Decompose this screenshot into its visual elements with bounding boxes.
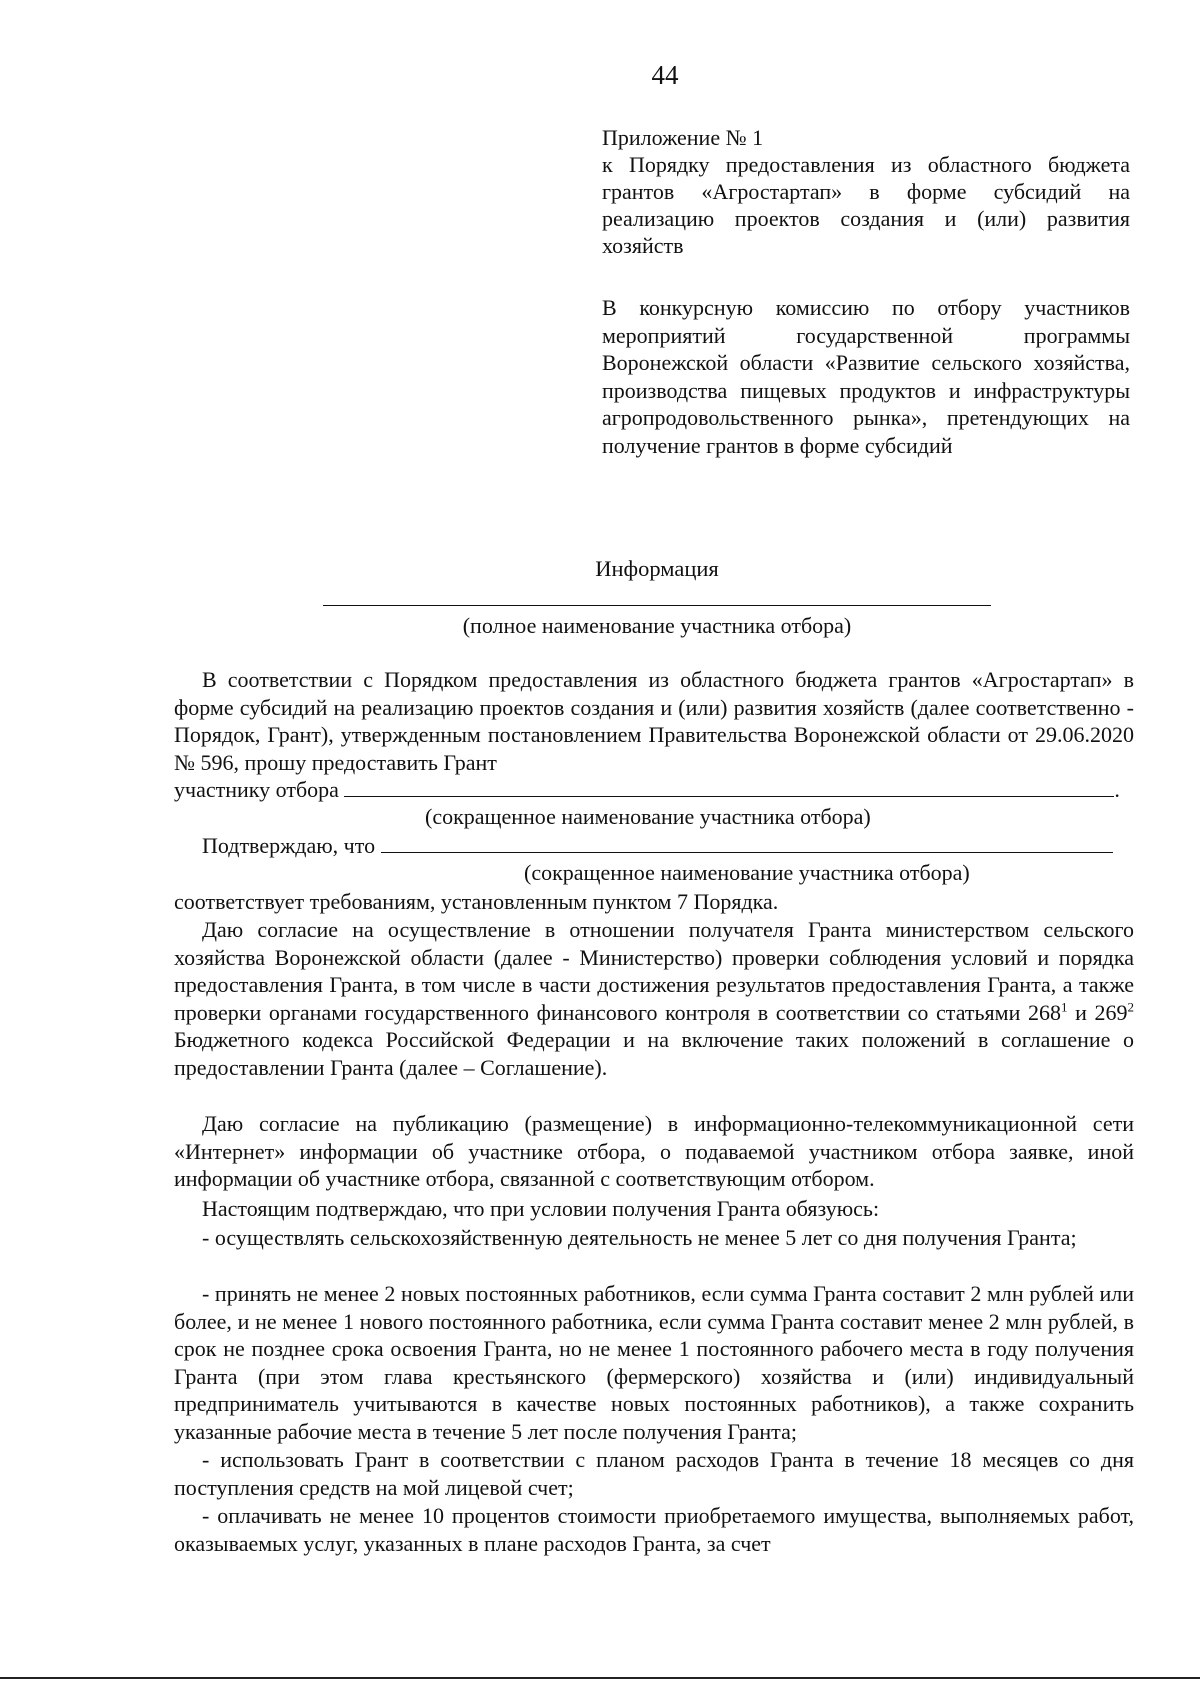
superscript-2: 2 xyxy=(1127,999,1134,1015)
document-title: Информация xyxy=(595,556,719,581)
short-name-caption-2: (сокращенное наименование участника отбора) xyxy=(524,860,970,885)
bottom-edge-line xyxy=(0,1677,1200,1679)
addressee-block: В конкурсную комиссию по отбору участников мероприятий государственной программы Воронежской области «Развитие сельского хозяйства, производства пищевых продуктов и инфраструктуры агропродовольственного рынка», претендующих на получение грантов в форме субсидий xyxy=(602,295,1130,458)
paragraph-obligations-intro: Настоящим подтверждаю, что при условии получения Гранта обязуюсь: xyxy=(202,1196,880,1221)
paragraph-consent-inspection xyxy=(174,916,1134,1081)
consent-text: Даю согласие на осуществление в отношении получателя Гранта министерством сельского хозяйства Воронежской области (далее - Министерство) проверки соблюдения условий и порядка предоставления Гранта, в том числе в части достижения результатов предоставления Гранта, а также проверки органами государственного финансового контроля в соответствии со статьями 268 xyxy=(174,917,1134,1025)
participant-line xyxy=(174,776,1134,804)
superscript-1: 1 xyxy=(1060,999,1068,1015)
obligation-item: - оплачивать не менее 10 процентов стоимости приобретаемого имущества, выполняемых работ, оказываемых услуг, указанных в плане расходов Гранта, за счет xyxy=(174,1503,1134,1556)
obligation-item: - принять не менее 2 новых постоянных работников, если сумма Гранта составит 2 млн рублей или более, и не менее 1 нового постоянного работника, если сумма Гранта составит менее 2 млн рублей, в срок не позднее срока освоения Гранта, но не менее 1 постоянного рабочего места в году получения Гранта (при этом глава крестьянского (фермерского) хозяйства и (или) индивидуальный предприниматель учитываются в качестве новых постоянных работников), а также сохранить указанные рабочие места в течение 5 лет после получения Гранта; xyxy=(174,1281,1134,1444)
consent-text-mid: и 269 xyxy=(1067,999,1128,1025)
appendix-reference: к Порядку предоставления из областного бюджета грантов «Агростартап» в форме субсидий на реализацию проектов создания и (или) развития хозяйств xyxy=(602,152,1130,258)
consent-text-end: Бюджетного кодекса Российской Федерации и на включение таких положений в соглашение о предоставлении Гранта (далее – Соглашение). xyxy=(174,1027,1134,1080)
confirm-fill-line xyxy=(381,834,1113,853)
appendix-title: Приложение № 1 xyxy=(602,125,764,150)
short-name-fill-line xyxy=(344,778,1114,797)
full-name-fill-line xyxy=(323,605,991,606)
confirm-label: Подтверждаю, что xyxy=(202,833,376,858)
paragraph-consent-publication: Даю согласие на публикацию (размещение) в информационно-телекоммуникационной сети «Интернет» информации об участнике отбора, о подаваемой участником отбора заявке, иной информации об участнике отбора, связанной с соответствующим отбором. xyxy=(174,1111,1134,1191)
obligation-item: - осуществлять сельскохозяйственную деятельность не менее 5 лет со дня получения Гранта; xyxy=(202,1225,1077,1250)
page-number: 44 xyxy=(651,60,679,90)
participant-label: участнику отбора xyxy=(174,777,339,802)
short-name-caption: (сокращенное наименование участника отбора) xyxy=(425,804,871,829)
paragraph-request: В соответствии с Порядком предоставления из областного бюджета грантов «Агростартап» в форме субсидий на реализацию проектов создания и (или) развития хозяйств (далее соответственно - Порядок, Грант), утвержденным постановлением Правительства Воронежской области от 29.06.2020 № 596, прошу предоставить Грант xyxy=(174,667,1134,775)
paragraph-requirements: соответствует требованиям, установленным пунктом 7 Порядка. xyxy=(174,889,779,914)
participant-line-end: . xyxy=(1114,777,1120,802)
appendix-header xyxy=(602,124,1130,259)
full-name-caption: (полное наименование участника отбора) xyxy=(462,613,852,638)
confirm-line xyxy=(202,832,1162,860)
obligation-item: - использовать Грант в соответствии с планом расходов Гранта в течение 18 месяцев со дня поступления средств на мой лицевой счет; xyxy=(174,1447,1134,1500)
